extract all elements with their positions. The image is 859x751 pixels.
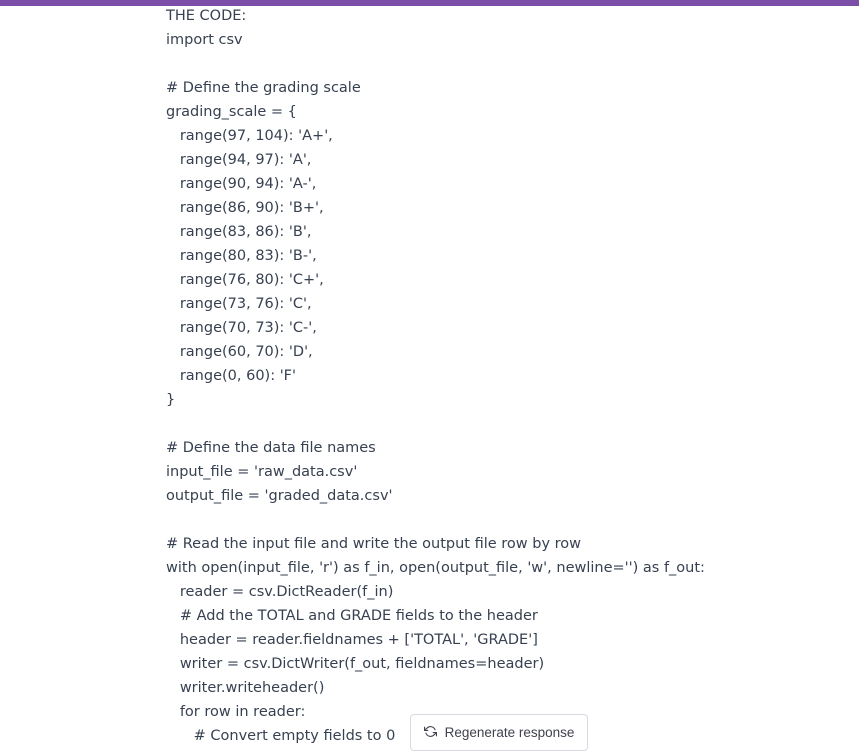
message-line: # Define the grading scale bbox=[166, 80, 361, 96]
message-line: for row in reader: bbox=[166, 704, 306, 720]
assistant-message bbox=[166, 4, 826, 748]
message-line: THE CODE: bbox=[166, 8, 247, 24]
message-line: grading_scale = { bbox=[166, 104, 297, 120]
message-line: } bbox=[166, 392, 176, 408]
message-line: # Add the TOTAL and GRADE fields to the header bbox=[166, 608, 538, 624]
message-line: # Define the data file names bbox=[166, 440, 376, 456]
message-line: # Read the input file and write the output file row by row bbox=[166, 536, 582, 552]
message-line: range(70, 73): 'C-', bbox=[166, 320, 317, 336]
message-line: # Convert empty fields to 0 bbox=[166, 728, 396, 744]
message-line: range(0, 60): 'F' bbox=[166, 368, 297, 384]
message-line: input_file = 'raw_data.csv' bbox=[166, 464, 358, 480]
message-line bbox=[166, 508, 826, 532]
message-line: range(80, 83): 'B-', bbox=[166, 248, 317, 264]
message-line: output_file = 'graded_data.csv' bbox=[166, 488, 393, 504]
message-line: range(97, 104): 'A+', bbox=[166, 128, 333, 144]
message-line: with open(input_file, 'r') as f_in, open(output_file, 'w', newline='') as f_out: bbox=[166, 560, 705, 576]
message-line: import csv bbox=[166, 32, 243, 48]
message-line: header = reader.fieldnames + ['TOTAL', 'GRADE'] bbox=[166, 632, 538, 648]
message-line: writer.writeheader() bbox=[166, 680, 325, 696]
message-line: reader = csv.DictReader(f_in) bbox=[166, 584, 394, 600]
message-line: range(86, 90): 'B+', bbox=[166, 200, 324, 216]
message-line bbox=[166, 52, 826, 76]
message-line: range(83, 86): 'B', bbox=[166, 224, 312, 240]
message-line bbox=[166, 412, 826, 436]
message-line: writer = csv.DictWriter(f_out, fieldnames=header) bbox=[166, 656, 545, 672]
message-line: range(73, 76): 'C', bbox=[166, 296, 312, 312]
regenerate-response-button[interactable] bbox=[410, 714, 588, 751]
message-line: range(94, 97): 'A', bbox=[166, 152, 312, 168]
regenerate-label: Regenerate response bbox=[444, 725, 575, 740]
message-line: range(90, 94): 'A-', bbox=[166, 176, 317, 192]
message-line: range(76, 80): 'C+', bbox=[166, 272, 324, 288]
message-line: range(60, 70): 'D', bbox=[166, 344, 313, 360]
refresh-icon bbox=[424, 725, 437, 741]
